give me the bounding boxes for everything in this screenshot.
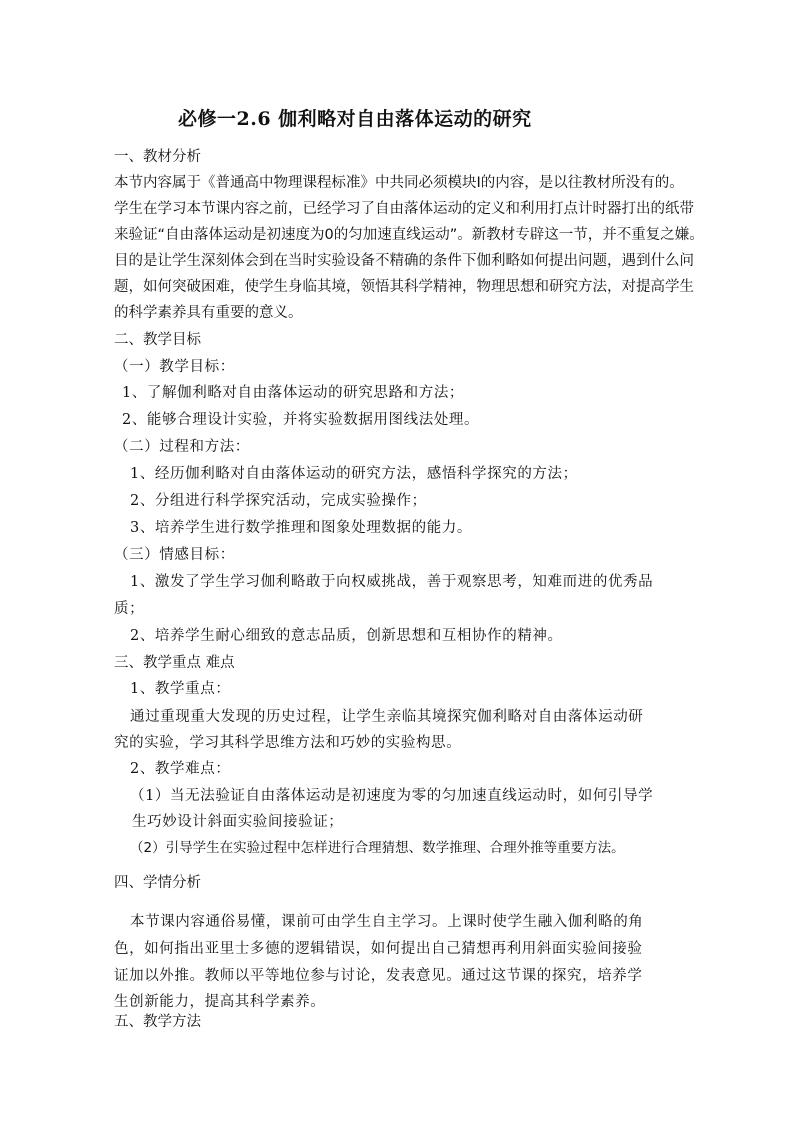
paragraph-line: 色，如何指出亚里士多德的逻辑错误，如何提出自己猜想再利用斜面实验间接验: [114, 941, 643, 957]
list-item: 2、能够合理设计实验，并将实验数据用图线法处理。: [122, 412, 480, 428]
subheading-knowledge-goals: （一）教学目标：: [114, 359, 235, 375]
list-item: 1、经历伽利略对自由落体运动的研究方法，感悟科学探究的方法；: [130, 466, 578, 482]
section-heading-teaching-methods: 五、教学方法: [114, 1014, 201, 1030]
section-heading-learner-analysis: 四、学情分析: [114, 875, 201, 891]
subheading-emotion-goals: （三）情感目标：: [114, 547, 235, 563]
paragraph-line: 题，如何突破困难，使学生身临其境，领悟其科学精神，物理思想和研究方法，对提高学生: [114, 279, 694, 295]
list-item-continuation: 生巧妙设计斜面实验间接验证；: [132, 814, 344, 830]
list-item: 2、培养学生耐心细致的意志品质，创新思想和互相协作的精神。: [130, 628, 563, 644]
list-item: 2、分组进行科学探究活动，完成实验操作；: [130, 493, 427, 509]
list-item-continuation: 质；: [114, 601, 145, 617]
list-item: 1、了解伽利略对自由落体运动的研究思路和方法；: [122, 385, 465, 401]
list-item: 1、激发了学生学习伽利略敢于向权威挑战，善于观察思考，知难而进的优秀品: [130, 574, 654, 590]
paragraph-line: 本节内容属于《普通高中物理课程标准》中共同必须模块Ⅰ的内容，是以往教材所没有的。: [114, 175, 684, 191]
list-item: （1）当无法验证自由落体运动是初速度为零的匀加速直线运动时，如何引导学: [130, 788, 654, 804]
paragraph-line: 生创新能力，提高其科学素养。: [114, 994, 326, 1010]
document-title: 必修一2.6 伽利略对自由落体运动的研究: [178, 108, 532, 130]
paragraph-line: 通过重现重大发现的历史过程，让学生亲临其境探究伽利略对自由落体运动研: [130, 709, 644, 725]
list-item: （2）引导学生在实验过程中怎样进行合理猜想、数学推理、合理外推等重要方法。: [130, 840, 625, 856]
list-item: 3、培养学生进行数学推理和图象处理数据的能力。: [130, 520, 473, 536]
section-heading-goals: 二、教学目标: [114, 332, 201, 348]
paragraph-line: 的科学素养具有重要的意义。: [114, 305, 303, 321]
paragraph-line: 证加以外推。教师以平等地位参与讨论，发表意见。通过这节课的探究，培养学: [114, 968, 643, 984]
section-heading-materials: 一、教材分析: [114, 149, 201, 165]
paragraph-line: 来验证“自由落体运动是初速度为0的匀加速直线运动”。新教材专辟这一节，并不重复之嫌。: [114, 227, 704, 243]
paragraph-line: 目的是让学生深刻体会到在当时实验设备不精确的条件下伽利略如何提出问题，遇到什么问: [114, 253, 694, 269]
paragraph-line: 学生在学习本节课内容之前，已经学习了自由落体运动的定义和利用打点计时器打出的纸带: [114, 201, 694, 217]
subheading-process-methods: （二）过程和方法：: [114, 439, 250, 455]
subheading-difficult-point: 2、教学难点：: [130, 761, 231, 777]
paragraph-line: 究的实验，学习其科学思维方法和巧妙的实验构思。: [114, 735, 462, 751]
subheading-key-point: 1、教学重点：: [130, 681, 231, 697]
section-heading-key-points: 三、教学重点 难点: [114, 655, 235, 671]
paragraph-line: 本节课内容通俗易懂，课前可由学生自主学习。上课时使学生融入伽利略的角: [130, 914, 644, 930]
